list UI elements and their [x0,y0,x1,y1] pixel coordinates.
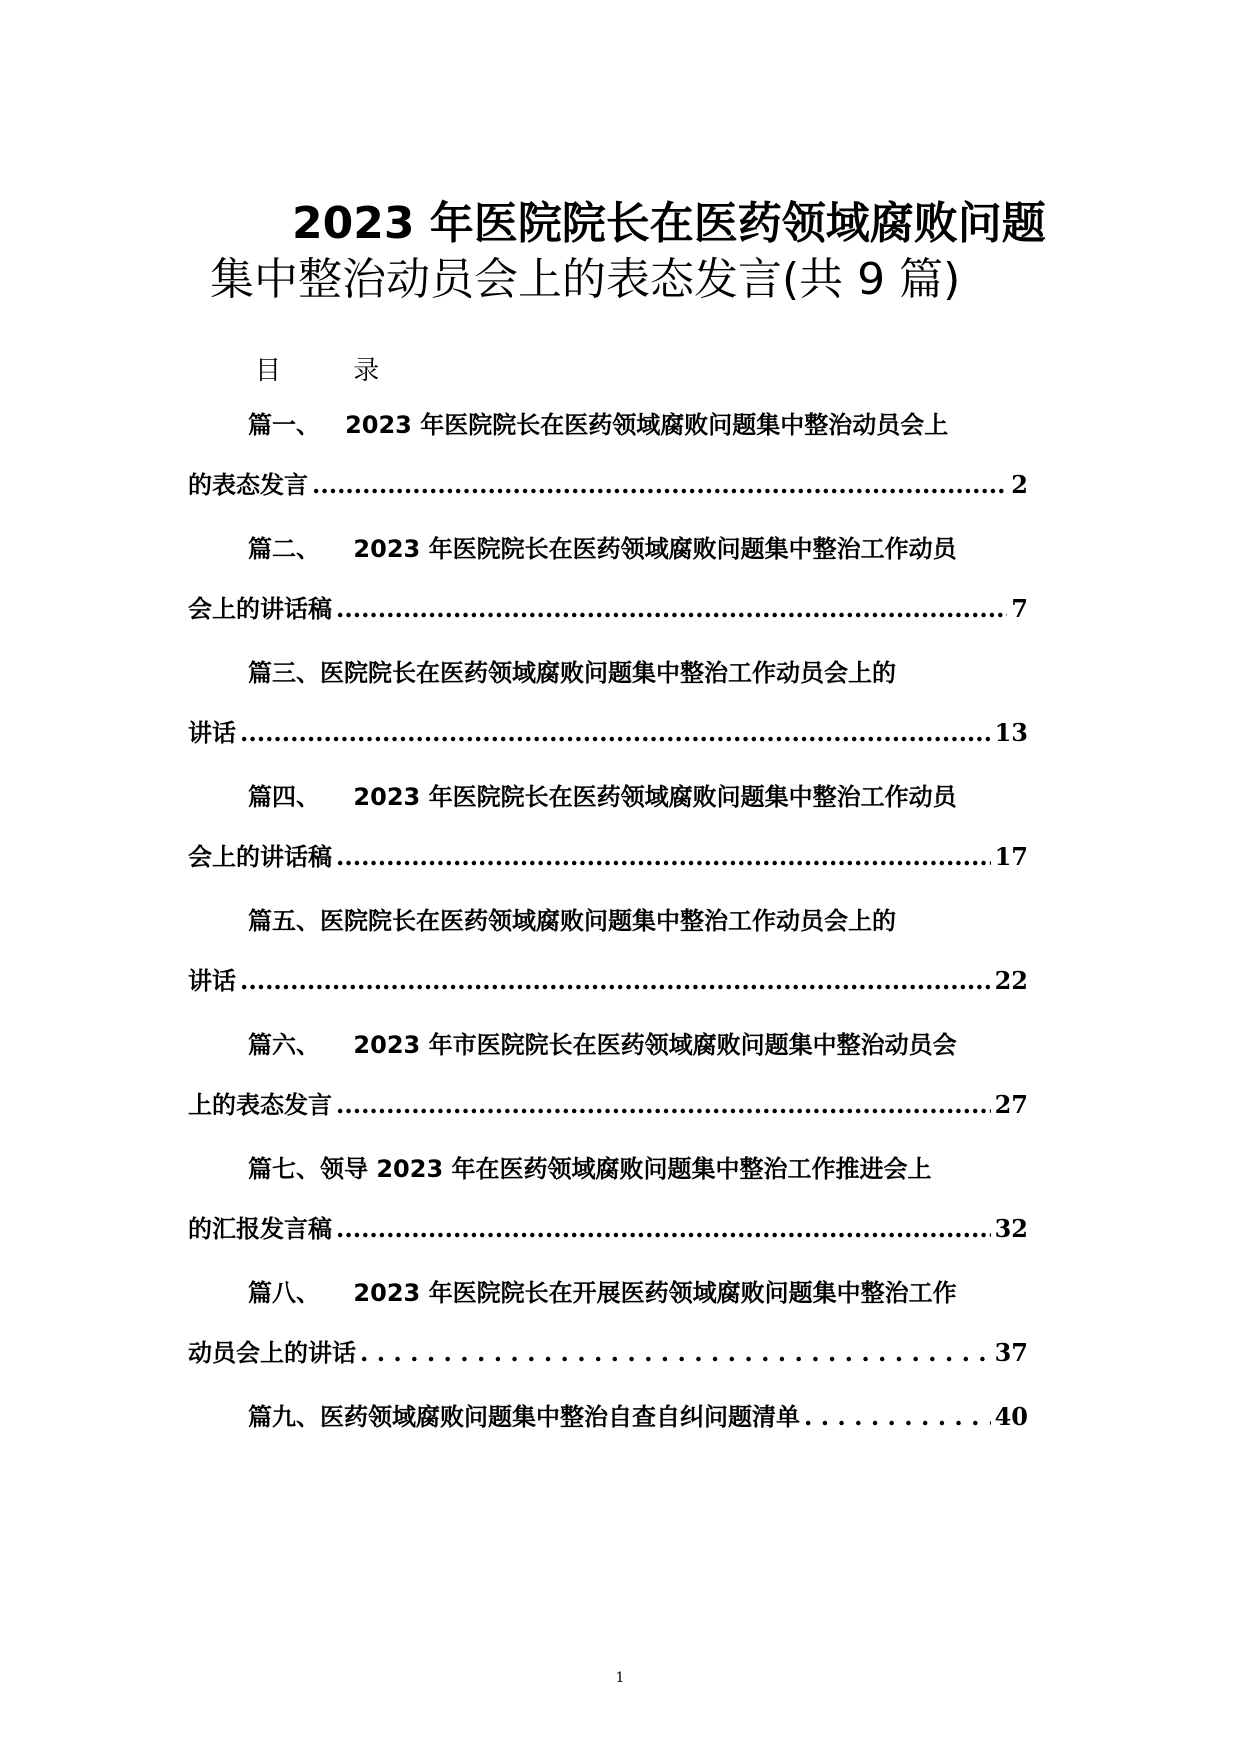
toc-entry-4[interactable] [188,777,1050,901]
toc-entry-prefix: 篇四、 [248,783,320,811]
toc-entry-prefix: 篇一、 [248,411,320,439]
page-number-footer: 1 [615,1670,625,1686]
toc-entry-text-cont: 动员会上的讲话 [188,1339,356,1367]
toc-entry-prefix: 篇七、 [248,1155,320,1183]
toc-page-number: 22 [994,966,1028,995]
toc-entry-title [248,405,1050,445]
toc-entry-1[interactable] [188,405,1050,529]
toc-entry-text: 2023 年医院院长在医药领域腐败问题集中整治工作动员 [353,535,957,563]
toc-page-number: 17 [994,842,1028,871]
toc-entry-prefix: 篇九、 [248,1403,320,1431]
toc-entry-text-cont: 的汇报发言稿 [188,1215,332,1243]
toc-entry-8[interactable] [188,1273,1050,1397]
toc-entry-title [248,1397,1028,1437]
toc-entry-title [248,777,1050,817]
document-title-line1: 2023 年医院院长在医药领域腐败问题 [292,198,1046,249]
toc-dot-leader [240,961,991,1001]
toc-entry-text-cont: 的表态发言 [188,471,308,499]
toc-page-number: 32 [994,1214,1028,1243]
toc-heading: 目 录 [255,356,412,386]
toc-entry-text: 2023 年医院院长在开展医药领域腐败问题集中整治工作 [353,1279,957,1307]
toc-dot-leader [336,837,991,877]
toc-page-number: 27 [994,1090,1028,1119]
toc-entry-prefix: 篇八、 [248,1279,320,1307]
toc-entry-7[interactable] [188,1149,1050,1273]
toc-entry-continuation [188,961,1028,1001]
toc-entry-2[interactable] [188,529,1050,653]
toc-entry-text: 2023 年市医院院长在医药领域腐败问题集中整治动员会 [353,1031,957,1059]
table-of-contents [188,405,1050,1521]
toc-entry-text: 领导 2023 年在医药领域腐败问题集中整治工作推进会上 [320,1155,932,1183]
toc-dot-leader [360,1333,991,1373]
toc-page-number: 13 [994,718,1028,747]
toc-entry-title [248,653,1050,693]
toc-entry-prefix: 篇三、 [248,659,320,687]
toc-entry-text: 医药领域腐败问题集中整治自查自纠问题清单 [320,1403,800,1431]
toc-entry-text: 2023 年医院院长在医药领域腐败问题集中整治工作动员 [353,783,957,811]
toc-entry-continuation [188,589,1028,629]
toc-entry-text-cont: 讲话 [188,719,236,747]
toc-entry-title [248,901,1050,941]
toc-page-number: 7 [1011,594,1028,623]
toc-entry-prefix: 篇五、 [248,907,320,935]
toc-entry-title [248,1273,1050,1313]
toc-entry-continuation [188,1333,1028,1373]
toc-page-number: 40 [994,1402,1028,1431]
toc-entry-text: 医院院长在医药领域腐败问题集中整治工作动员会上的 [320,907,896,935]
toc-dot-leader [336,1209,991,1249]
toc-page-number: 2 [1011,470,1028,499]
toc-entry-continuation [188,1085,1028,1125]
toc-entry-title [248,1025,1050,1065]
toc-entry-text-cont: 讲话 [188,967,236,995]
toc-entry-text-cont: 会上的讲话稿 [188,843,332,871]
toc-dot-leader [336,589,1007,629]
toc-entry-title [248,529,1050,569]
toc-dot-leader [240,713,991,753]
toc-entry-6[interactable] [188,1025,1050,1149]
toc-entry-title [248,1149,1050,1189]
toc-dot-leader [336,1085,991,1125]
toc-entry-text-cont: 会上的讲话稿 [188,595,332,623]
toc-entry-continuation [188,837,1028,877]
toc-entry-9[interactable] [188,1397,1050,1521]
toc-entry-5[interactable] [188,901,1050,1025]
toc-entry-text: 医院院长在医药领域腐败问题集中整治工作动员会上的 [320,659,896,687]
document-title-line2: 集中整治动员会上的表态发言(共 9 篇) [210,254,961,305]
toc-entry-prefix: 篇六、 [248,1031,320,1059]
toc-entry-continuation [188,465,1028,505]
toc-entry-text-cont: 上的表态发言 [188,1091,332,1119]
toc-entry-text: 2023 年医院院长在医药领域腐败问题集中整治动员会上 [345,411,949,439]
toc-page-number: 37 [994,1338,1028,1367]
toc-entry-prefix: 篇二、 [248,535,320,563]
toc-entry-continuation [188,713,1028,753]
toc-dot-leader [312,465,1007,505]
toc-entry-3[interactable] [188,653,1050,777]
toc-entry-continuation [188,1209,1028,1249]
toc-dot-leader [804,1397,991,1437]
